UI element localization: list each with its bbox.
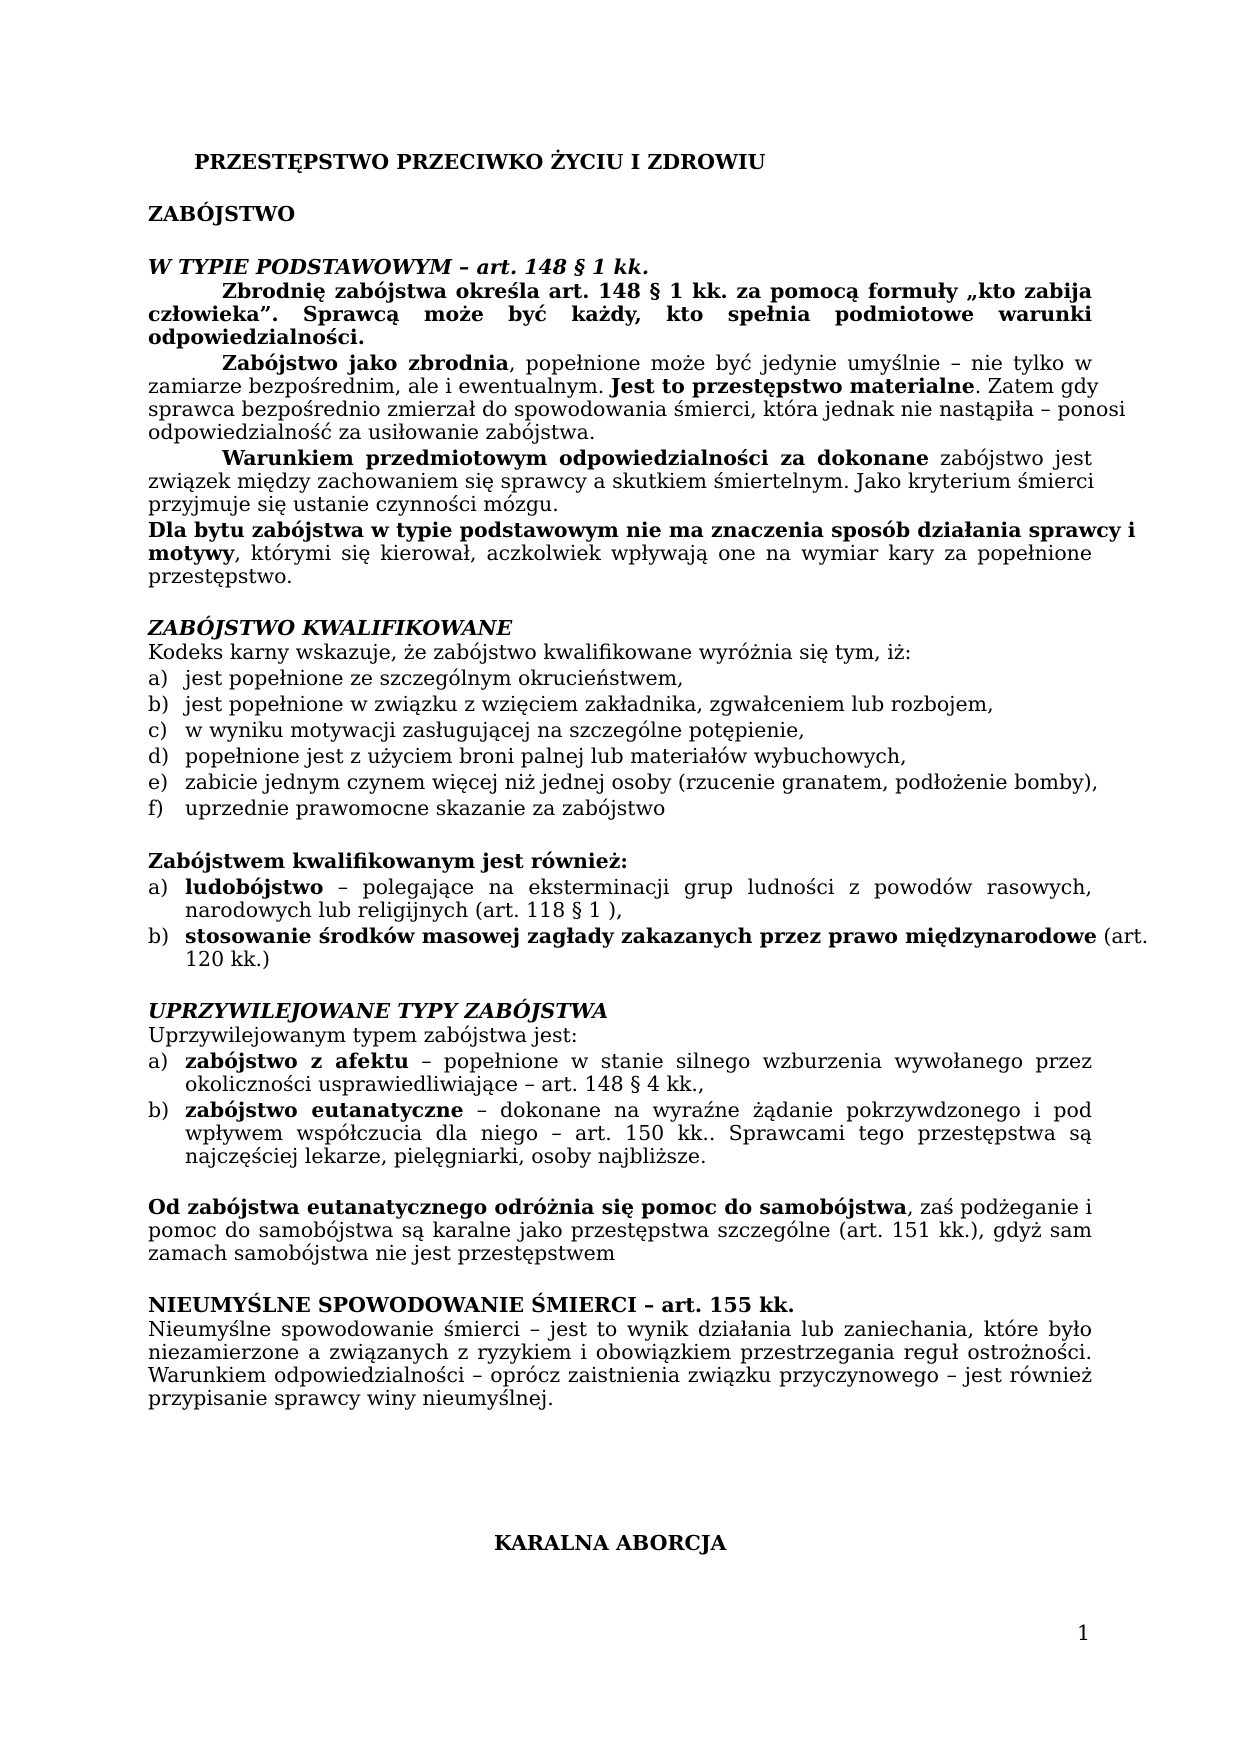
abortion-heading: KARALNA ABORCJA <box>494 1531 727 1555</box>
privileged-a-line1: zabójstwo z afektu – popełnione w stanie silnego wzburzenia wywołanego przez <box>185 1049 1092 1073</box>
basic-p2-line3: sprawca bezpośrednio zmierzał do spowodowania śmierci, która jednak nie nastąpiła – ponosi <box>148 397 1126 421</box>
privileged-b-line1: zabójstwo eutanatyczne – dokonane na wyraźne żądanie pokrzywdzonego i pod <box>185 1098 1093 1122</box>
also-b-label: b) <box>148 924 170 948</box>
unintentional-line3: Warunkiem odpowiedzialności – oprócz zaistnienia związku przyczynowego – jest również <box>148 1363 1092 1387</box>
document-page: PRZESTĘPSTWO PRZECIWKO ŻYCIU I ZDROWIU ZABÓJSTWO W TYPIE PODSTAWOWYM – art. 148 § 1 kk. Zbrodnię zabójstwa określa art. 148 § 1 kk. za pomocą formuły „kto zabija człowieka”. Sprawcą może być każdy, kto spełnia podmiotowe warunki odpowiedzialności. Zabójstwo jako zbrodnia, popełnione może być jedynie umyślnie – nie tylko w zamiarze bezpośrednim, ale i ewentualnym. Jest to przestępstwo materialne. Zatem gdy sprawca bezpośrednio zmierzał do spowodowania śmierci, która jednak nie nastąpiła – ponosi odpowiedzialność za usiłowanie zabójstwa. Warunkiem przedmiotowym odpowiedzialności za dokonane zabójstwo jest związek między zachowaniem się sprawcy a skutkiem śmiertelnym. Jako kryterium śmierci przyjmuje się ustanie czynności mózgu. Dla bytu zabójstwa w typie podstawowym nie ma znaczenia sposób działania sprawcy i motywy, którymi się kierował, aczkolwiek wpływają one na wymiar kary za popełnione przestępstwo. ZABÓJSTWO KWALIFIKOWANE Kodeks karny wskazuje, że zabójstwo kwalifikowane wyróżnia się tym, iż: a) jest popełnione ze szczególnym okrucieństwem, b) jest popełnione w związku z wzięciem zakładnika, zgwałceniem lub rozbojem, c) w wyniku motywacji zasługującej na szczególne potępienie, d) popełnione jest z użyciem broni palnej lub materiałów wybuchowych, e) zabicie jednym czynem więcej niż jednej osoby (rzucenie granatem, podłożenie bomby), f) uprzednie prawomocne skazanie za zabójstwo Zabójstwem kwalifikowanym jest również: a) ludobójstwo – polegające na eksterminacji grup ludności z powodów rasowych, narodowych lub religijnych (art. 118 § 1 ), b) stosowanie środków masowej zagłady zakazanych przez prawo międzynarodowe (art. 120 kk.) UPRZYWILEJOWANE TYPY ZABÓJSTWA Uprzywilejowanym typem zabójstwa jest: a) zabójstwo z afektu – popełnione w stanie silnego wzburzenia wywołanego przez okoliczności usprawiedliwiające – art. 148 § 4 kk., b) zabójstwo eutanatyczne – dokonane na wyraźne żądanie pokrzywdzonego i pod wpływem współczucia dla niego – art. 150 kk.. Sprawcami tego przestępstwa są najczęściej lekarze, pielęgniarki, osoby najbliższe. Od zabójstwa eutanatycznego odróżnia się pomoc do samobójstwa, zaś podżeganie i pomoc do samobójstwa są karalne jako przestępstwa szczególne (art. 151 kk.), gdyż sam zamach samobójstwa nie jest przestępstwem NIEUMYŚLNE SPOWODOWANIE ŚMIERCI – art. 155 kk. Nieumyślne spowodowanie śmierci – jest to wynik działania lub zaniechania, które było niezamierzone a związanych z ryzykiem i obowiązkiem przestrzegania reguł ostrożności. Warunkiem odpowiedzialności – oprócz zaistnienia związku przyczynowego – jest również przypisanie sprawcy winy nieumyślnej. KARALNA ABORCJA 1 <box>148 150 1149 1645</box>
basic-p1-line1: Zbrodnię zabójstwa określa art. 148 § 1 kk. za pomocą formuły „kto zabija <box>222 279 1092 303</box>
page-number: 1 <box>1077 1621 1091 1645</box>
basic-p3-line1: Warunkiem przedmiotowym odpowiedzialności za dokonane zabójstwo jest <box>222 446 1092 470</box>
basic-p1-line2: człowieka”. Sprawcą może być każdy, kto spełnia podmiotowe warunki <box>148 302 1092 326</box>
qualified-intro: Kodeks karny wskazuje, że zabójstwo kwalifikowane wyróżnia się tym, iż: <box>148 640 912 664</box>
privileged-intro: Uprzywilejowanym typem zabójstwa jest: <box>148 1023 578 1047</box>
also-b-line2: 120 kk.) <box>185 947 271 971</box>
basic-p4-line1: Dla bytu zabójstwa w typie podstawowym nie ma znaczenia sposób działania sprawcy i <box>148 518 1136 542</box>
privileged-heading: UPRZYWILEJOWANE TYPY ZABÓJSTWA <box>148 999 609 1023</box>
also-a-label: a) <box>148 875 169 899</box>
basic-p2-bold: Zabójstwo jako zbrodnia <box>222 351 509 375</box>
qualified-heading: ZABÓJSTWO KWALIFIKOWANE <box>148 616 513 640</box>
basic-type-heading: W TYPIE PODSTAWOWYM – art. 148 § 1 kk. <box>148 255 649 279</box>
basic-p2-line1: Zabójstwo jako zbrodnia, popełnione może być jedynie umyślnie – nie tylko w <box>222 351 1092 375</box>
also-a-line2: narodowych lub religijnych (art. 118 § 1 ), <box>185 898 623 922</box>
material-crime-bold: Jest to przestępstwo materialne <box>610 374 975 398</box>
unintentional-line1: Nieumyślne spowodowanie śmierci – jest to wynik działania lub zaniechania, które było <box>148 1317 1092 1341</box>
section-heading-zabojstwo: ZABÓJSTWO <box>148 202 296 226</box>
basic-p3-bold: Warunkiem przedmiotowym odpowiedzialności za dokonane <box>222 446 930 470</box>
privileged-a-label: a) <box>148 1049 169 1073</box>
basic-p1-line3: odpowiedzialności. <box>148 325 365 349</box>
basic-p4-line2: motywy, którymi się kierował, aczkolwiek wpływają one na wymiar kary za popełnione <box>148 541 1092 565</box>
basic-p4-line3: przestępstwo. <box>148 564 293 588</box>
privileged-note-line3: zamach samobójstwa nie jest przestępstwem <box>148 1241 616 1265</box>
unintentional-line2: niezamierzone a związanych z ryzykiem i obowiązkiem przestrzegania reguł ostrożności. <box>148 1340 1092 1364</box>
privileged-b-line2: wpływem współczucia dla niego – art. 150 kk.. Sprawcami tego przestępstwa są <box>185 1121 1092 1145</box>
qualified-also-heading: Zabójstwem kwalifikowanym jest również: <box>148 849 628 873</box>
genocide-bold: ludobójstwo <box>185 875 324 899</box>
basic-p2-line4: odpowiedzialność za usiłowanie zabójstwa. <box>148 420 596 444</box>
basic-p3-line3: przyjmuje się ustanie czynności mózgu. <box>148 492 559 516</box>
basic-p3-line2: związek między zachowaniem się sprawcy a skutkiem śmiertelnym. Jako kryterium śmierci <box>148 469 1095 493</box>
document-title: PRZESTĘPSTWO PRZECIWKO ŻYCIU I ZDROWIU <box>194 150 766 174</box>
privileged-b-label: b) <box>148 1098 170 1122</box>
privileged-a-line2: okoliczności usprawiedliwiające – art. 148 § 4 kk., <box>185 1072 705 1096</box>
also-a-line1: ludobójstwo – polegające na eksterminacji grup ludności z powodów rasowych, <box>185 875 1092 899</box>
privileged-note-line1: Od zabójstwa eutanatycznego odróżnia się pomoc do samobójstwa, zaś podżeganie i <box>148 1195 1093 1219</box>
privileged-b-line3: najczęściej lekarze, pielęgniarki, osoby najbliższe. <box>185 1144 707 1168</box>
also-b-line1: stosowanie środków masowej zagłady zakazanych przez prawo międzynarodowe (art. <box>185 924 1149 948</box>
unintentional-line4: przypisanie sprawcy winy nieumyślnej. <box>148 1386 554 1410</box>
privileged-note-line2: pomoc do samobójstwa są karalne jako przestępstwa szczególne (art. 151 kk.), gdyż sam <box>148 1218 1092 1242</box>
basic-p2-line2: zamiarze bezpośrednim, ale i ewentualnym. Jest to przestępstwo materialne. Zatem gdy <box>148 374 1099 398</box>
unintentional-heading: NIEUMYŚLNE SPOWODOWANIE ŚMIERCI – art. 155 kk. <box>148 1293 795 1317</box>
